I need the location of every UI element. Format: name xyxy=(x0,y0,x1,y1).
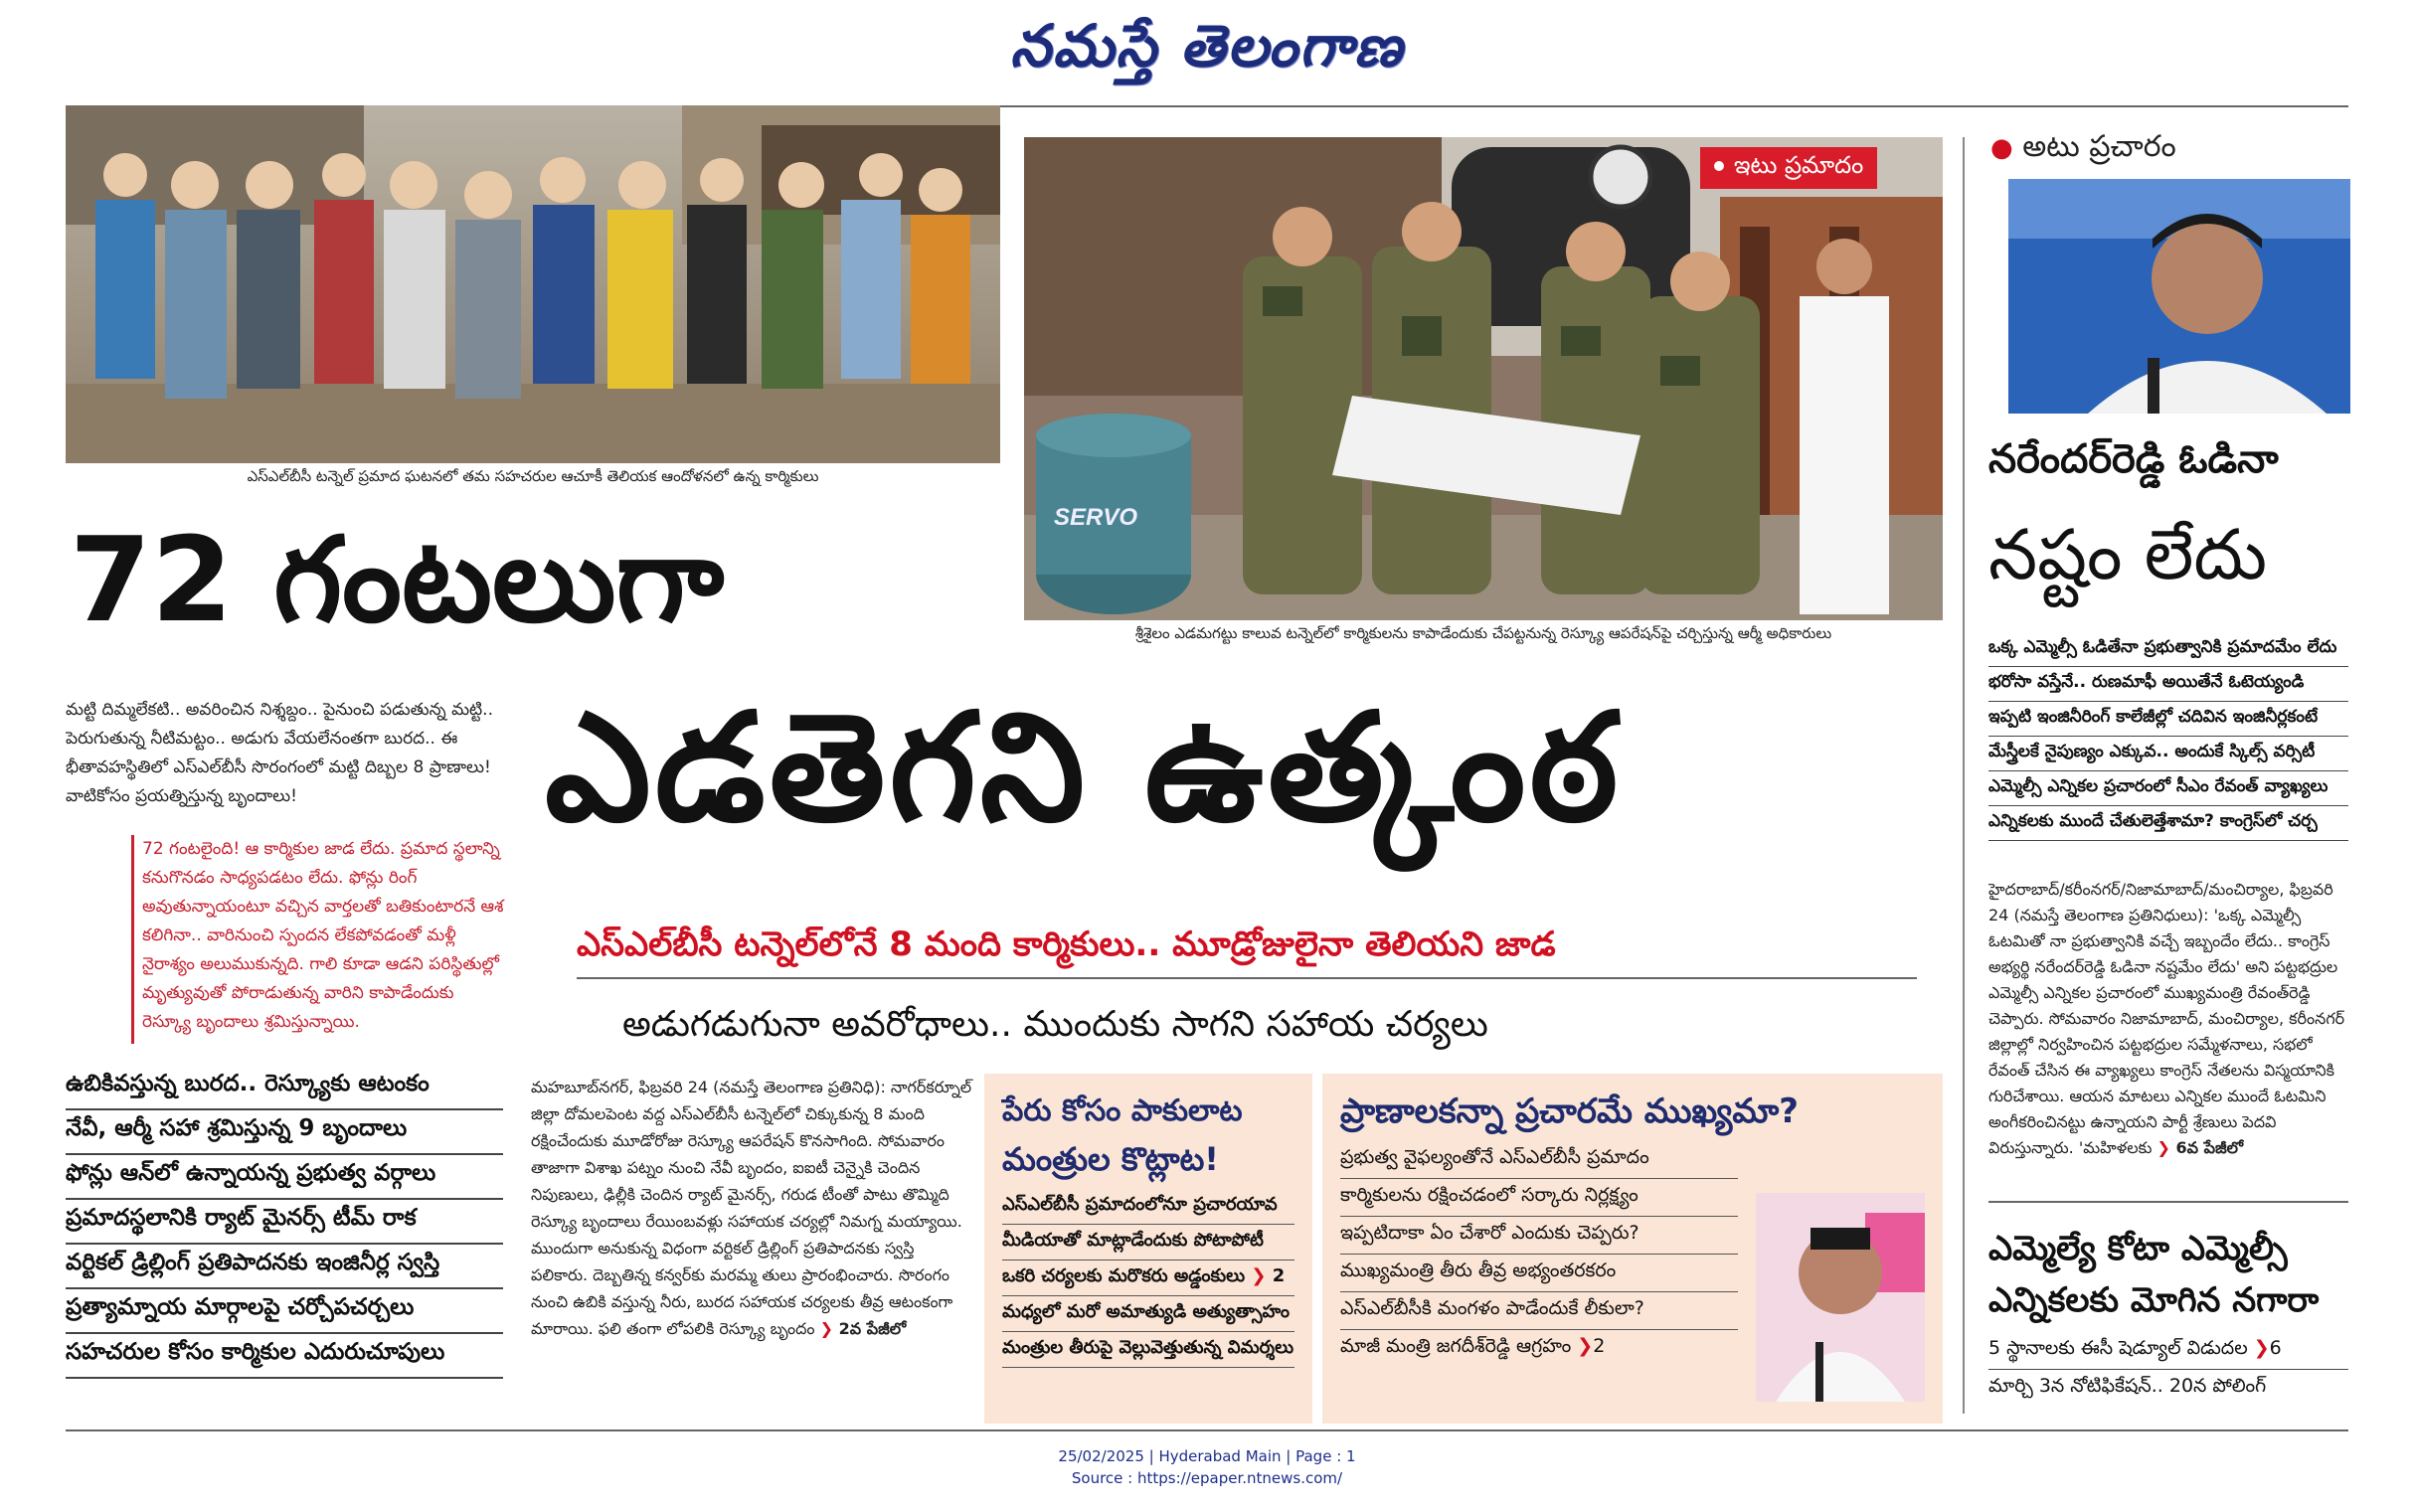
workers-photo-image xyxy=(66,105,1000,463)
tag-dot-icon xyxy=(1714,161,1724,171)
key-point: ప్రమాదస్థలానికి ర్యాట్ మైనర్స్ టీమ్ రాక xyxy=(66,1200,503,1245)
revanth-photo-image xyxy=(2008,179,2350,414)
revanth-photo xyxy=(2008,179,2350,414)
army-tag-label: ఇటు ప్రమాదం xyxy=(1734,151,1864,179)
ministers-box-item: మంత్రుల తీరుపై వెల్లువెత్తుతున్న విమర్శలు xyxy=(1002,1332,1294,1368)
footer-line1: 25/02/2025 | Hyderabad Main | Page : 1 xyxy=(1058,1447,1356,1465)
intro-text: మట్టి దిమ్మలేకటి.. అవరించిన నిశ్శబ్దం.. పైనుంచి పడుతున్న మట్టి.. పెరుగుతున్న నీటిమట్టం.. అడుగు వేయలేనంతగా బురద.. ఈ భీతావహస్థితిలో ఎస్‌ఎల్‌బీసీ సొరంగంలో మట్టి దిబ్బల 8 ప్రాణాలు! వాటికోసం ప్రయత్నిస్తున్న బృందాలు! xyxy=(66,700,493,806)
revanth-points xyxy=(1988,632,2348,841)
ministers-box-title1: పేరు కోసం పాకులాట xyxy=(1002,1093,1243,1128)
ministers-box xyxy=(984,1074,1312,1424)
tag-bullet-icon: ● xyxy=(1990,133,2013,163)
right-col-tag xyxy=(1990,129,2176,171)
mlc-points xyxy=(1988,1332,2348,1407)
revanth-story-body: హైదరాబాద్/కరీంనగర్/నిజామాబాద్/మంచిర్యాల, ఫిబ్రవరి 24 (నమస్తే తెలంగాణ ప్రతినిధులు): 'ఒక్క ఎమ్మెల్సీ ఓటమితో నా ప్రభుత్వానికి వచ్చే ఇబ్బందేం లేదు.. కాంగ్రెస్ అభ్యర్థి నరేందర్‌రెడ్డి ఓడినా నష్టమేం లేదు' అని పట్టభద్రుల ఎమ్మెల్సీ ఎన్నికల ప్రచారంలో ముఖ్యమంత్రి రేవంత్‌రెడ్డి చెప్పారు. సోమవారం నిజామాబాద్, మంచిర్యాల, కరీంనగర్ జిల్లాల్లో నిర్వహించిన పట్టభద్రుల సమ్మేళనాలు, సభలో రేవంత్ చేసిన ఈ వ్యాఖ్యలు కాంగ్రెస్ నేతలను విస్మయానికి గురిచేశాయి. ఆయన మాటలు ఎన్నికల ముందే ఓటమిని అంగీకరించినట్టు ఉన్నాయని పార్టీ శ్రేణులు పెదవి విరుస్తున్నారు. 'మహిళలకు xyxy=(1988,880,2345,1157)
ministers-box-item: మీడియాతో మాట్లాడేందుకు పోటాపోటీ xyxy=(1002,1225,1294,1260)
mlc-point-text: 5 స్థానాలకు ఈసీ షెడ్యూల్ విడుదల xyxy=(1988,1337,2248,1359)
jump-arrow-icon: ❯ xyxy=(2253,1337,2270,1359)
workers-photo xyxy=(66,105,1000,463)
jagadish-box-jump[interactable]: 2 xyxy=(1593,1335,1606,1357)
main-story-jump[interactable]: 2వ పేజీలో xyxy=(838,1319,907,1338)
ministers-box-jump[interactable]: 2 xyxy=(1272,1265,1286,1286)
key-point: సహచరుల కోసం కార్మికుల ఎదురుచూపులు xyxy=(66,1334,503,1379)
revanth-point: ఒక్క ఎమ్మెల్సీ ఓడితేనా ప్రభుత్వానికి ప్రమాదమేం లేదు xyxy=(1988,632,2348,667)
revanth-point: మేస్త్రీలకే నైపుణ్యం ఎక్కువ.. అందుకే స్కిల్స్ వర్సిటీ xyxy=(1988,737,2348,771)
right-column-divider xyxy=(1963,137,1965,1414)
key-point: వర్టికల్ డ్రిల్లింగ్ ప్రతిపాదనకు ఇంజినీర్ల స్వస్తి xyxy=(66,1245,503,1289)
subhead-rule xyxy=(577,977,1917,979)
revanth-headline1: నరేందర్‌రెడ్డి ఓడినా xyxy=(1988,436,2279,482)
footer-rule xyxy=(66,1429,2348,1431)
revanth-point: భరోసా వస్తేనే.. రుణమాఫీ అయితేనే ఓటెయ్యండి xyxy=(1988,667,2348,702)
revanth-point: ఎమ్మెల్సీ ఎన్నికల ప్రచారంలో సీఎం రేవంత్ వ్యాఖ్యలు xyxy=(1988,771,2348,806)
jump-arrow-icon: ❯ xyxy=(819,1319,839,1338)
mlc-headline2: ఎన్నికలకు మోగిన నగారా xyxy=(1988,1280,2320,1320)
ministers-box-item xyxy=(1002,1260,1294,1296)
jagadish-box-line: ఇప్పటిదాకా ఏం చేశారో ఎందుకు చెప్పరు? xyxy=(1340,1217,1738,1255)
key-point: ఫోన్లు ఆన్‌లో ఉన్నాయన్న ప్రభుత్వ వర్గాలు xyxy=(66,1155,503,1200)
ministers-box-items xyxy=(1002,1189,1294,1368)
jagadish-box-title: ప్రాణాలకన్నా ప్రచారమే ముఖ్యమా? xyxy=(1340,1092,1799,1131)
mlc-point: మార్చి 3న నోటిఫికేషన్.. 20న పోలింగ్ xyxy=(1988,1375,2267,1397)
key-points-list xyxy=(66,1066,503,1379)
jagadish-box-lines xyxy=(1340,1141,1738,1367)
jump-arrow-icon: ❯ xyxy=(1577,1335,1594,1357)
jump-arrow-icon: ❯ xyxy=(1251,1265,1267,1286)
subhead-black: అడుగడుగునా అవరోధాలు.. ముందుకు సాగని సహాయ చర్యలు xyxy=(622,1004,1488,1045)
workers-photo-caption: ఎస్‌ఎల్‌బీసీ టన్నెల్ ప్రమాద ఘటనలో తమ సహచరుల ఆచూకీ తెలియక ఆందోళనలో ఉన్న కార్మికులు xyxy=(247,467,819,485)
key-point: నేవీ, ఆర్మీ సహా శ్రమిస్తున్న 9 బృందాలు xyxy=(66,1110,503,1155)
jagadish-photo xyxy=(1756,1193,1925,1402)
jump-arrow-icon: ❯ xyxy=(2156,1138,2176,1157)
mlc-point xyxy=(1988,1332,2348,1370)
army-photo-caption: శ్రీశైలం ఎడమగట్టు కాలువ టన్నెల్‌లో కార్మికులను కాపాడేందుకు చేపట్టనున్న రెస్క్యూ ఆపరేషన్‌పై చర్చిస్తున్న ఆర్మీ అధికారులు xyxy=(1134,624,1832,642)
barrel-text: SERVO xyxy=(1054,504,1138,531)
footer-source[interactable]: Source : https://epaper.ntnews.com/ xyxy=(1071,1469,1343,1487)
army-photo xyxy=(1024,137,1943,620)
main-story-body: మహబూబ్‌నగర్, ఫిబ్రవరి 24 (నమస్తే తెలంగాణ ప్రతినిధి): నాగర్‌కర్నూల్ జిల్లా దోమలపెంట వద్ద ఎస్‌ఎల్‌బీసీ టన్నెల్‌లో చిక్కుకున్న 8 మంది రక్షించేందుకు మూడోరోజు రెస్క్యూ ఆపరేషన్ కొనసాగింది. సోమవారం తాజాగా విశాఖ పట్నం నుంచి నేవీ బృందం, ఐఐటీ చెన్నైకి చెందిన నిపుణులు, ఢిల్లీకి చెందిన ర్యాట్ మైనర్స్, గరుడ టీంతో పాటు తొమ్మిది రెస్క్యూ బృందాలు రేయింబవళ్లు సహాయక చర్యల్లో నిమగ్న మయ్యాయి. ముందుగా అనుకున్న విధంగా వర్టికల్ డ్రిల్లింగ్ ప్రతిపాదనకు స్వస్తి పలికారు. దెబ్బతిన్న కన్వర్‌కు మరమ్మ తులు ప్రారంభించారు. సొరంగం నుంచి ఉబికి వస్తున్న నీరు, బురద సహాయక చర్యలకు తీవ్ర ఆటంకంగా మారాయి. ఫలి తంగా లోపలికి రెస్క్యూ బృందం xyxy=(531,1078,972,1338)
ministers-box-title2: మంత్రుల కొట్లాట! xyxy=(1002,1140,1219,1178)
army-photo-tag xyxy=(1700,147,1877,189)
jagadish-box-line: ప్రభుత్వ వైఫల్యంతోనే ఎస్‌ఎల్‌బీసీ ప్రమాదం xyxy=(1340,1141,1738,1179)
intro-red-text: 72 గంటలైంది! ఆ కార్మికుల జాడ లేదు. ప్రమాద స్థలాన్ని కనుగొనడం సాధ్యపడటం లేదు. ఫోన్లు రింగ్ అవుతున్నాయంటూ వచ్చిన వార్తలతో బతికుంటారనే ఆశ కలిగినా.. వారినుంచి స్పందన లేకపోవడంతో మళ్లీ నైరాశ్యం అలుముకున్నది. గాలి కూడా ఆడని పరిస్థితుల్లో మృత్యువుతో పోరాడుతున్న వారిని కాపాడేందుకు రెస్క్యూ బృందాలు శ్రమిస్తున్నాయి. xyxy=(131,835,507,1044)
mlc-point-jump[interactable]: 6 xyxy=(2269,1337,2282,1359)
jagadish-box-line-text: మాజీ మంత్రి జగదీశ్‌రెడ్డి ఆగ్రహం xyxy=(1340,1335,1572,1357)
headline-line2: ఎడతెగని ఉత్కంఠ xyxy=(545,682,1623,855)
mlc-headline1: ఎమ్మెల్యే కోటా ఎమ్మెల్సీ xyxy=(1988,1229,2288,1268)
jagadish-box-line: కార్మికులను రక్షించడంలో సర్కారు నిర్లక్ష్యం xyxy=(1340,1179,1738,1217)
right-col-tag-label: అటు ప్రచారం xyxy=(2022,129,2176,164)
newspaper-logo: నమస్తే తెలంగాణ xyxy=(1010,12,1404,80)
revanth-story xyxy=(1988,877,2348,1191)
key-point: ఉబికివస్తున్న బురద.. రెస్క్యూకు ఆటంకం xyxy=(66,1066,503,1110)
main-story-text xyxy=(531,1074,974,1424)
army-photo-image xyxy=(1024,137,1943,620)
jagadish-box xyxy=(1322,1074,1943,1424)
headline-line1: 72 గంటలుగా xyxy=(70,511,725,648)
subhead-red: ఎస్‌ఎల్‌బీసీ టన్నెల్‌లోనే 8 మంది కార్మికులు.. మూడ్రోజులైనా తెలియని జాడ xyxy=(577,924,1556,964)
revanth-point: ఇప్పటి ఇంజినీరింగ్ కాలేజీల్లో చదివిన ఇంజినీర్లకంటే xyxy=(1988,702,2348,737)
ministers-box-item: మధ్యలో మరో అమాత్యుడి అత్యుత్సాహం xyxy=(1002,1296,1294,1332)
revanth-point: ఎన్నికలకు ముందే చేతులెత్తేశామా? కాంగ్రెస్‌లో చర్చ xyxy=(1988,806,2348,841)
ministers-box-item-text: ఒకరి చర్యలకు మరొకరు అడ్డంకులు xyxy=(1002,1265,1246,1286)
key-point: ప్రత్యామ్నాయ మార్గాలపై చర్చోపచర్చలు xyxy=(66,1289,503,1334)
revanth-story-jump[interactable]: 6వ పేజీలో xyxy=(2175,1138,2244,1157)
ministers-box-item: ఎస్‌ఎల్‌బీసీ ప్రమాదంలోనూ ప్రచారయావ xyxy=(1002,1189,1294,1225)
jagadish-box-line: ఎస్‌ఎల్‌బీసీకి మంగళం పాడేందుకే లీకులా? xyxy=(1340,1292,1738,1330)
right-col-rule xyxy=(1988,1201,2348,1203)
jagadish-box-line xyxy=(1340,1330,1738,1367)
masthead xyxy=(0,6,2414,97)
revanth-headline2: నష్టం లేదు xyxy=(1988,514,2268,595)
jagadish-box-line: ముఖ్యమంత్రి తీరు తీవ్ర అభ్యంతరకరం xyxy=(1340,1255,1738,1292)
